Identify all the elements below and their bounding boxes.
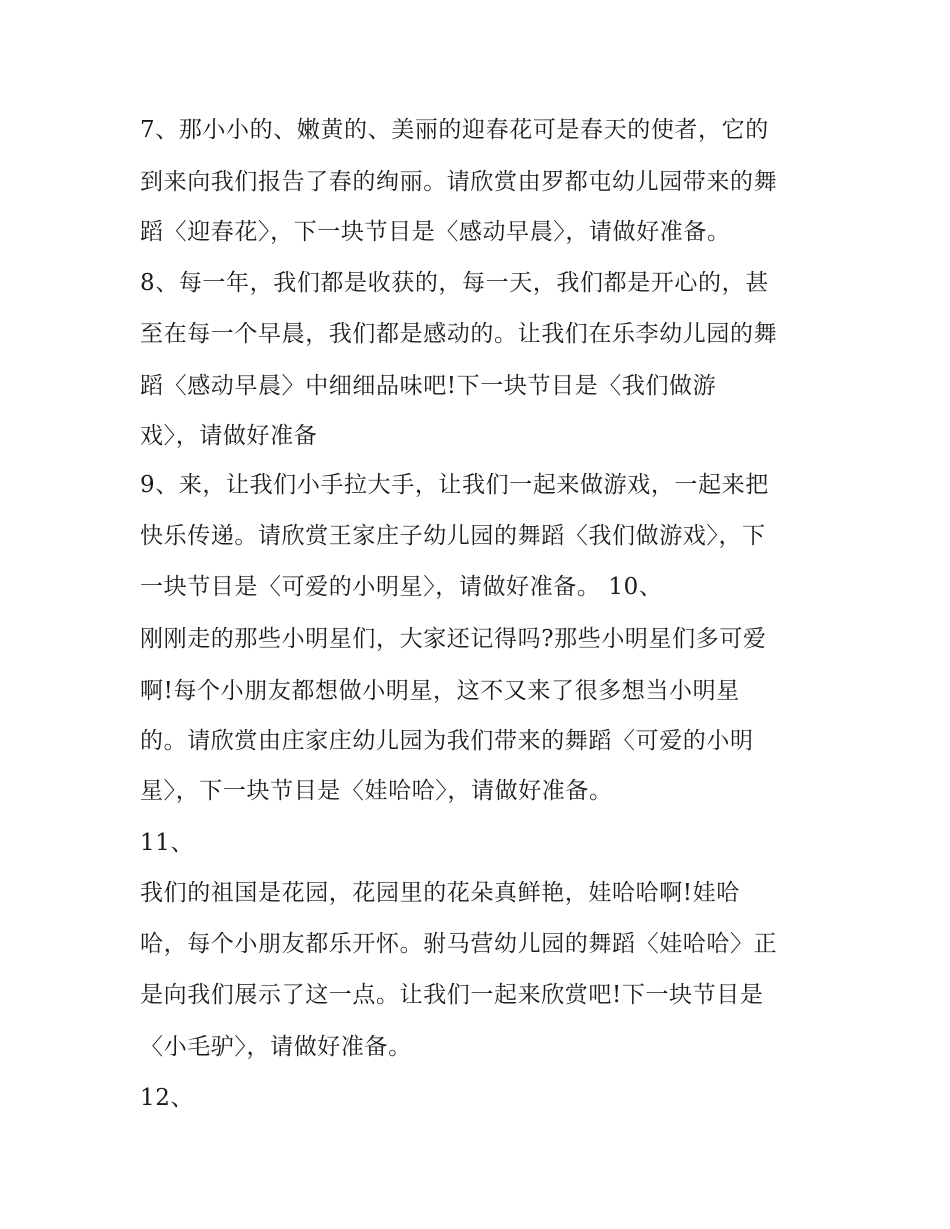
text-line: 戏〉，请做好准备 — [140, 423, 318, 449]
text-line: 蹈〈感动早晨〉中细细品味吧!下一块节目是〈我们做游 — [140, 373, 717, 399]
text-line: 刚刚走的那些小明星们，大家还记得吗?那些小明星们多可爱 — [140, 626, 767, 652]
text-line: 哈，每个小朋友都乐开怀。驸马营幼儿园的舞蹈〈娃哈哈〉正 — [140, 931, 778, 957]
text-line: 一块节目是〈可爱的小明星〉，请做好准备。 10、 — [140, 574, 663, 600]
text-line: 快乐传递。请欣赏王家庄子幼儿园的舞蹈〈我们做游戏〉，下 — [140, 523, 766, 549]
text-line: 的。请欣赏由庄家庄幼儿园为我们带来的舞蹈〈可爱的小明 — [140, 728, 754, 754]
text-line: 7、那小小的、嫩黄的、美丽的迎春花可是春天的使者，它的 — [140, 117, 769, 143]
section-number: 12、 — [140, 1085, 195, 1111]
text-line: 〈小毛驴〉，请做好准备。 — [140, 1034, 412, 1060]
text-line: 9、来，让我们小手拉大手，让我们一起来做游戏，一起来把 — [140, 472, 769, 498]
text-line: 星〉，下一块节目是〈娃哈哈〉，请做好准备。 — [140, 778, 613, 804]
text-line: 啊!每个小朋友都想做小明星，这不又来了很多想当小明星 — [140, 678, 740, 704]
text-line: 到来向我们报告了春的绚丽。请欣赏由罗都屯幼儿园带来的舞 — [140, 169, 778, 195]
text-line: 至在每一个早晨，我们都是感动的。让我们在乐李幼儿园的舞 — [140, 321, 778, 347]
text-line: 8、每一年，我们都是收获的，每一天，我们都是开心的，甚 — [140, 270, 769, 296]
text-line: 我们的祖国是花园，花园里的花朵真鲜艳，娃哈哈啊!娃哈 — [140, 880, 740, 906]
text-line: 是向我们展示了这一点。让我们一起来欣赏吧!下一块节目是 — [140, 982, 764, 1008]
section-number: 11、 — [140, 830, 195, 856]
text-line: 蹈〈迎春花〉，下一块节目是〈感动早晨〉，请做好准备。 — [140, 219, 731, 245]
